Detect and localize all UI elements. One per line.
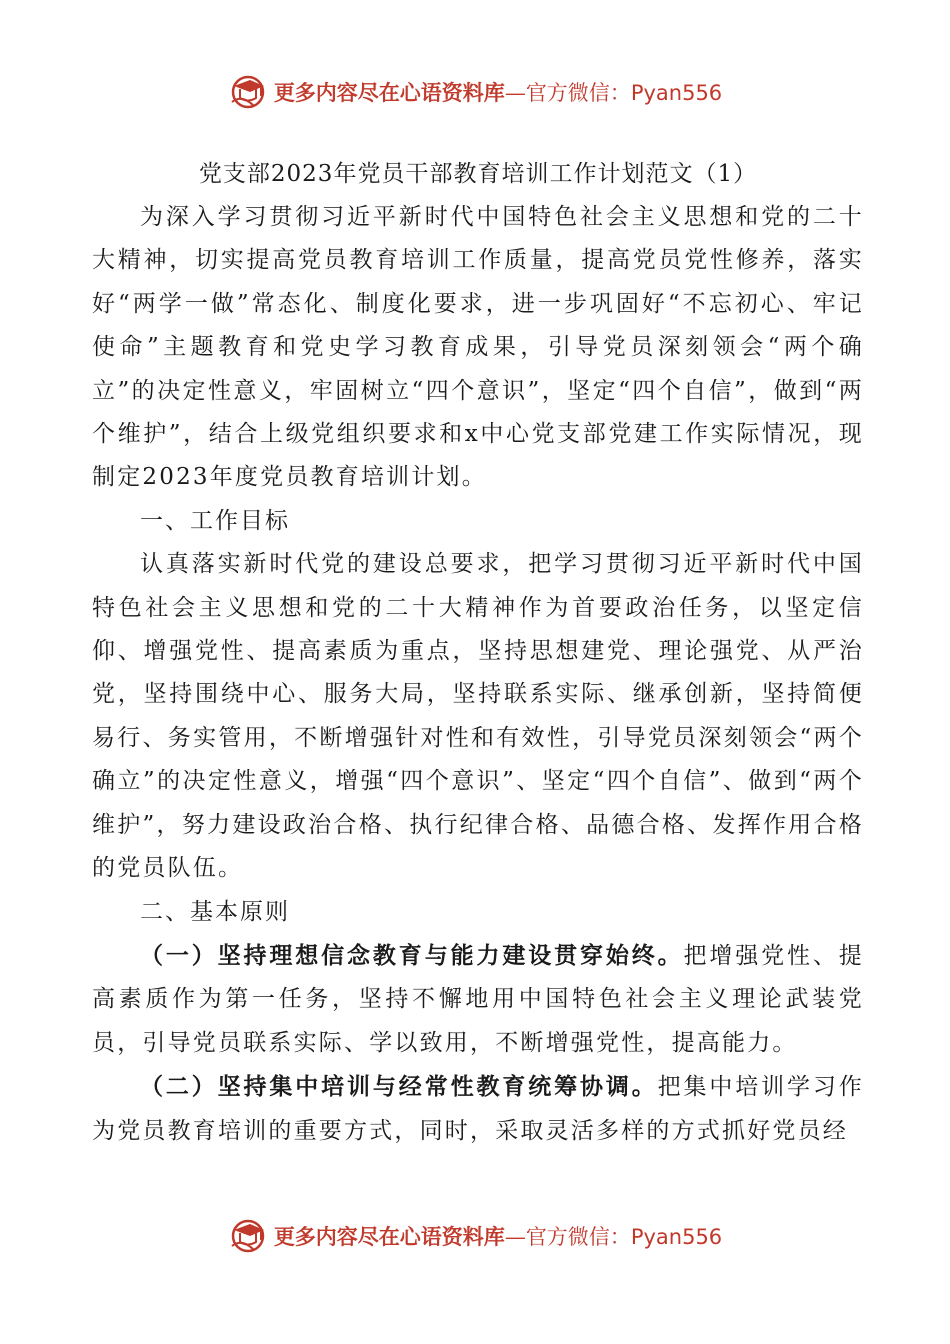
principle-1-lead: （一）坚持理想信念教育与能力建设贯穿始终。 [140, 941, 684, 969]
principle-2-lead: （二）坚持集中培训与经常性教育统筹协调。 [140, 1073, 658, 1101]
watermark-site-text: 更多内容尽在心语资料库 [273, 80, 505, 105]
watermark-banner-bottom [0, 1214, 950, 1258]
watermark-site-text: 更多内容尽在心语资料库 [273, 1224, 505, 1249]
section-heading-goals: 一、工作目标 [140, 507, 290, 534]
mortarboard-logo-icon [228, 1216, 268, 1256]
principle-paragraph-2 [92, 1065, 864, 1153]
watermark-separator: — [504, 81, 526, 105]
section-heading-principles: 二、基本原则 [140, 898, 290, 925]
watermark-wechat-id: Pyan556 [630, 81, 723, 105]
document-title: 党支部2023年党员干部教育培训工作计划范文（1） [198, 161, 758, 187]
watermark-wechat-label: 官方微信： [525, 81, 631, 105]
watermark-wechat-label: 官方微信： [525, 1225, 631, 1249]
intro-paragraph: 为深入学习贯彻习近平新时代中国特色社会主义思想和党的二十大精神，切实提高党员教育培训工作质量，提高党员党性修养，落实好“两学一做”常态化、制度化要求，进一步巩固好“不忘初心、牢记使命”主题教育和党史学习教育成果，引导党员深刻领会“两个确立”的决定性意义，牢固树立“四个意识”，坚定“四个自信”，做到“两个维护”，结合上级党组织要求和x中心党支部党建工作实际情况，现制定2023年度党员教育培训计划。 [92, 204, 864, 491]
principle-2-body: 把集中培训学习作为党员教育培训的重要方式，同时，采取灵活多样的方式抓好党员经 [92, 1074, 864, 1144]
watermark-banner-top [0, 70, 950, 114]
mortarboard-logo-icon [228, 72, 268, 112]
principle-paragraph-1 [92, 934, 864, 1065]
watermark-separator: — [504, 1225, 526, 1249]
watermark-wechat-id: Pyan556 [630, 1225, 723, 1249]
goals-paragraph: 认真落实新时代党的建设总要求，把学习贯彻习近平新时代中国特色社会主义思想和党的二十大精神作为首要政治任务，以坚定信仰、增强党性、提高素质为重点，坚持思想建党、理论强党、从严治党，坚持围绕中心、服务大局，坚持联系实际、继承创新，坚持简便易行、务实管用，不断增强针对性和有效性，引导党员深刻领会“两个确立”的决定性意义，增强“四个意识”、坚定“四个自信”、做到“两个维护”，努力建设政治合格、执行纪律合格、品德合格、发挥作用合格的党员队伍。 [92, 551, 864, 882]
principle-1-body: 把增强党性、提高素质作为第一任务，坚持不懈地用中国特色社会主义理论武装党员，引导党员联系实际、学以致用，不断增强党性，提高能力。 [92, 942, 865, 1056]
document-body [92, 152, 864, 1153]
